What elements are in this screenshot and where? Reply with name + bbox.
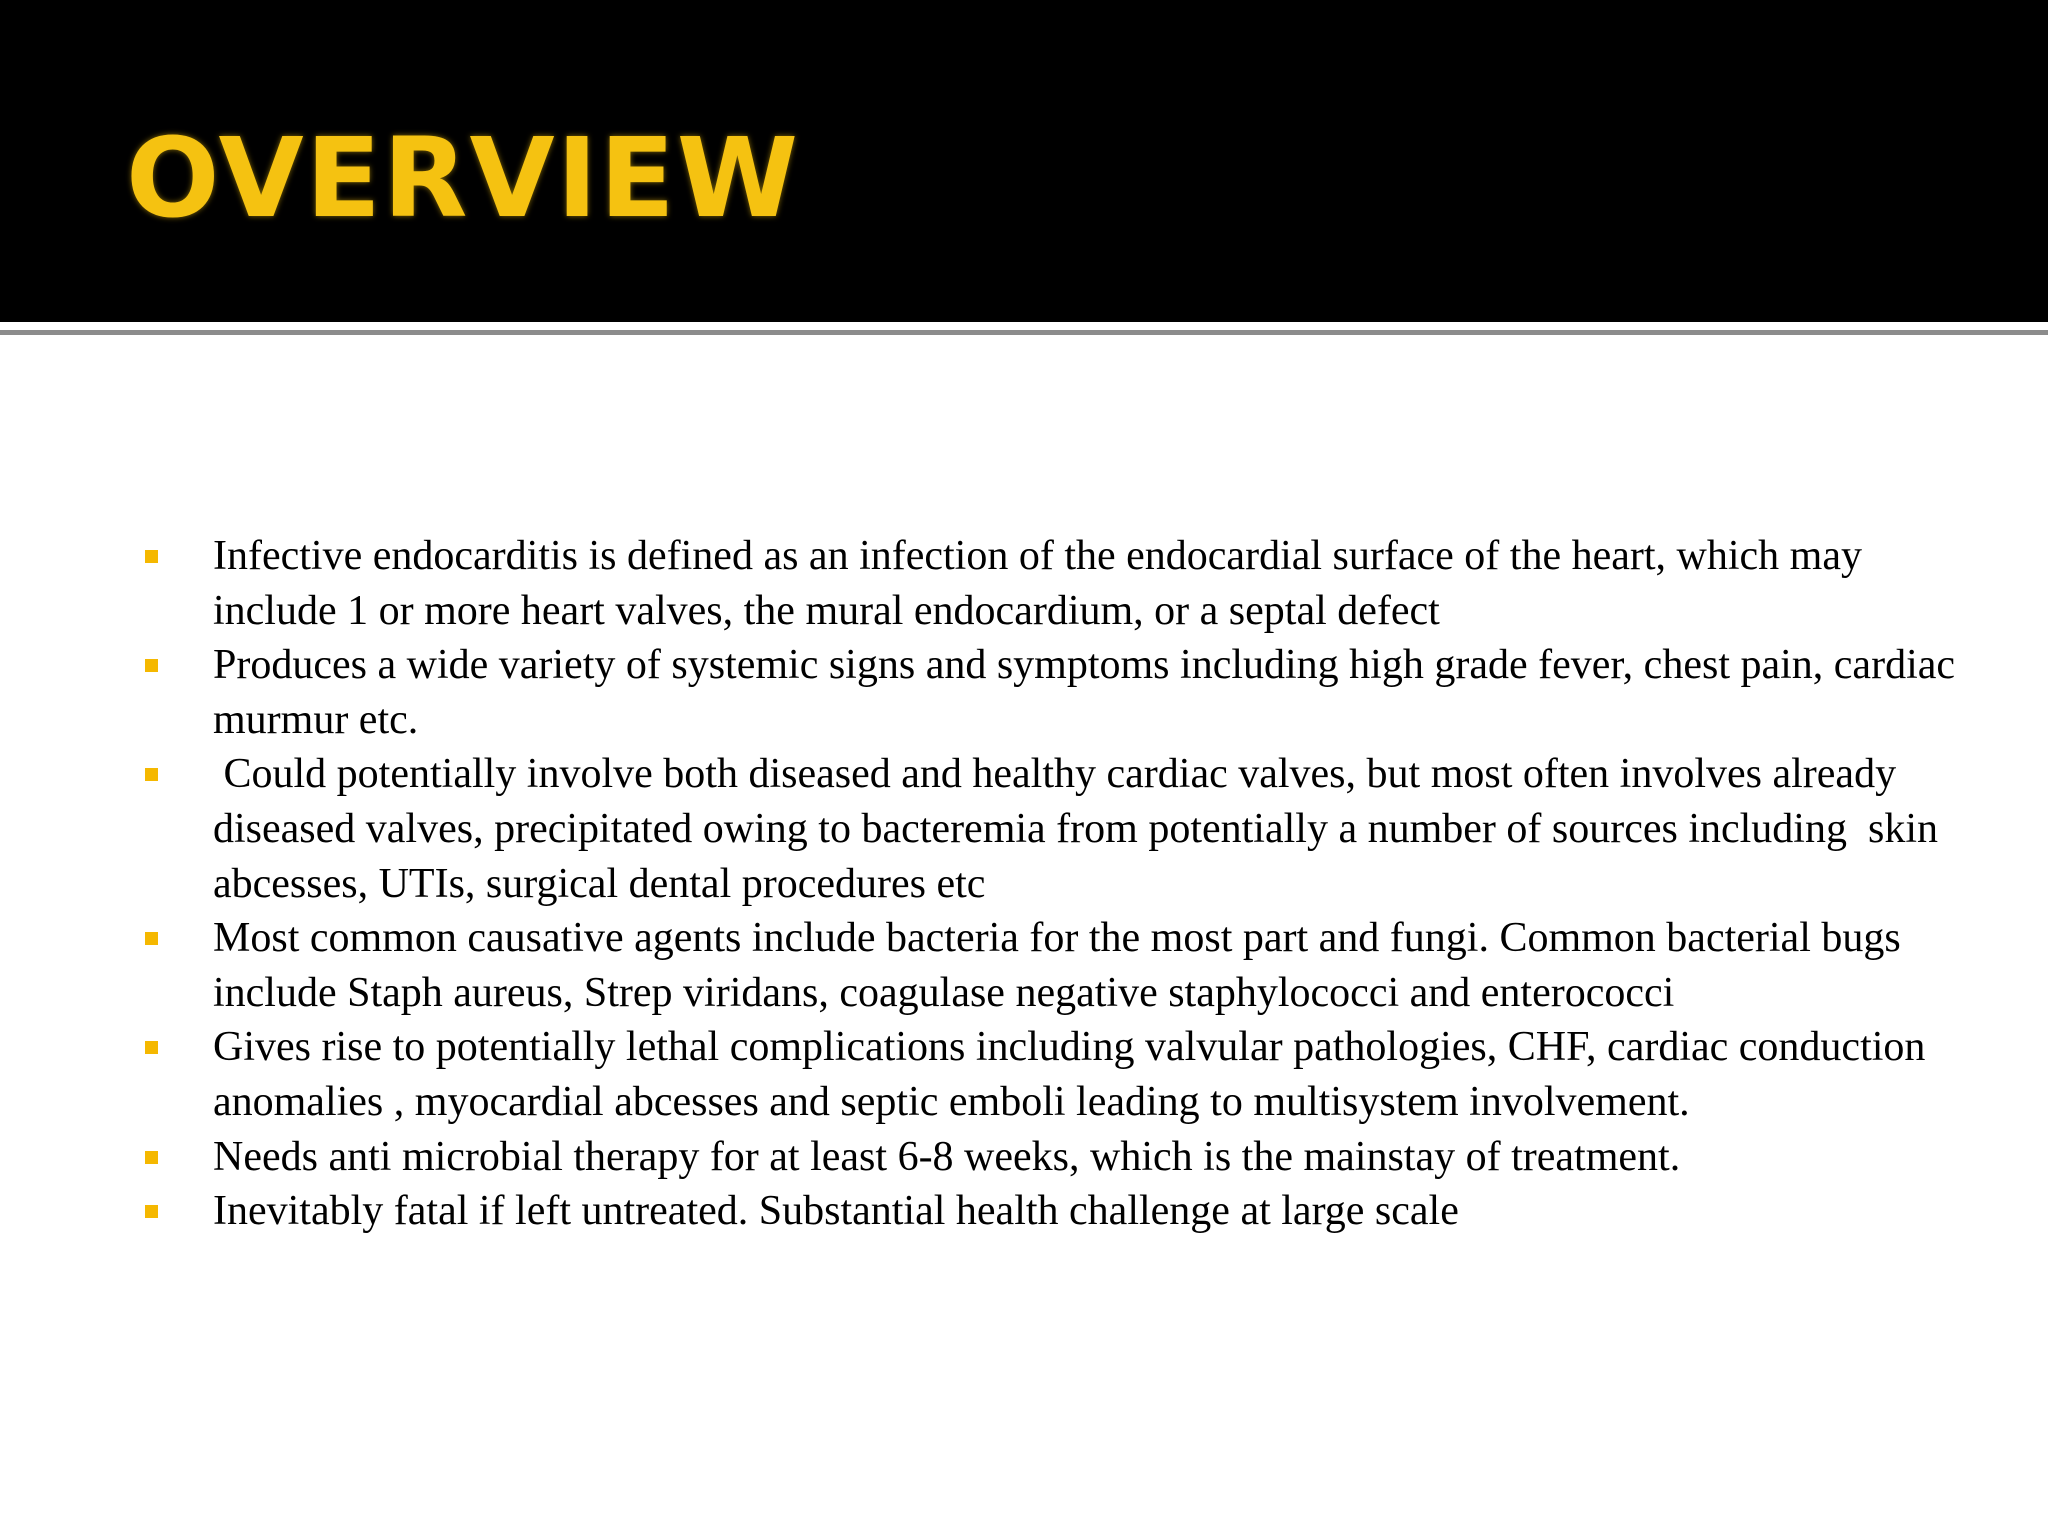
- bullet-square-icon: [145, 1151, 158, 1164]
- bullet-item: [0, 1020, 2048, 1129]
- bullet-text: Produces a wide variety of systemic signs and symptoms including high grade fever, chest pain, cardiac murmur etc.: [213, 642, 1956, 743]
- title-bar: [0, 0, 2048, 322]
- bullet-item: [0, 1184, 2048, 1239]
- bullet-text: Inevitably fatal if left untreated. Substantial health challenge at large scale: [213, 1188, 1459, 1235]
- bullet-item: [0, 1130, 2048, 1185]
- bullet-square-icon: [145, 1205, 158, 1218]
- bullet-item: [0, 529, 2048, 638]
- bullet-square-icon: [145, 1041, 158, 1054]
- bullet-list: [0, 529, 2048, 1239]
- divider-white: [0, 322, 2048, 326]
- bullet-item: [0, 911, 2048, 1020]
- bullet-text: Needs anti microbial therapy for at least 6-8 weeks, which is the mainstay of treatment.: [213, 1133, 1681, 1180]
- bullet-item: [0, 638, 2048, 747]
- divider-grey: [0, 330, 2048, 335]
- bullet-text: Most common causative agents include bacteria for the most part and fungi. Common bacterial bugs include Staph aureus, Strep viridans, coagulase negative staphylococci and enterococci: [213, 915, 1901, 1016]
- bullet-square-icon: [145, 932, 158, 945]
- bullet-text: Gives rise to potentially lethal complications including valvular pathologies, CHF, cardiac conduction anomalies , myocardial abcesses and septic emboli leading to multisystem involvement.: [213, 1024, 1926, 1125]
- bullet-square-icon: [145, 659, 158, 672]
- bullet-square-icon: [145, 768, 158, 781]
- bullet-text: Could potentially involve both diseased and healthy cardiac valves, but most often involves already diseased valves, precipitated owing to bacteremia from potentially a number of sources including skin abcesses, UTIs, surgical dental procedures etc: [213, 751, 1949, 907]
- bullet-square-icon: [145, 550, 158, 563]
- bullet-item: [0, 747, 2048, 911]
- slide-title: OVERVIEW: [126, 114, 801, 242]
- bullet-text: Infective endocarditis is defined as an infection of the endocardial surface of the heart, which may include 1 or more heart valves, the mural endocardium, or a septal defect: [213, 533, 1862, 634]
